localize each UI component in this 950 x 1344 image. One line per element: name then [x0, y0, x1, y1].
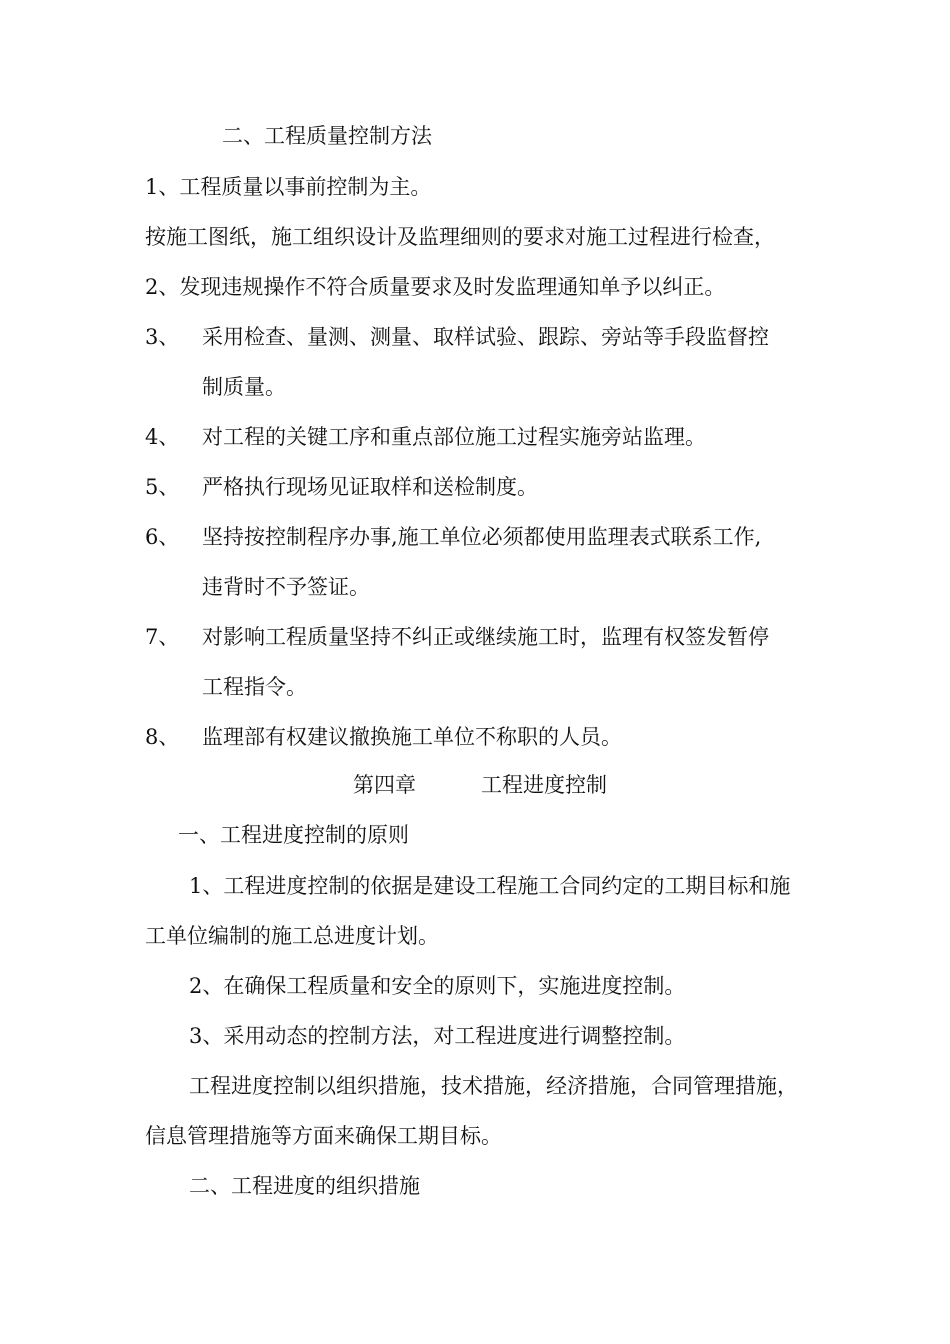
- paragraph: 2、在确保工程质量和安全的原则下，实施进度控制。: [189, 974, 686, 998]
- chapter-number: 第四章: [353, 773, 416, 797]
- paragraph-continued: 工单位编制的施工总进度计划。: [145, 924, 439, 948]
- list-item: 1、工程质量以事前控制为主。: [145, 175, 432, 199]
- list-number: 8、: [145, 725, 180, 749]
- list-item: 2、发现违规操作不符合质量要求及时发监理通知单予以纠正。: [145, 275, 726, 299]
- list-number: 7、: [145, 625, 180, 649]
- list-text: 对影响工程质量坚持不纠正或继续施工时，监理有权签发暂停: [202, 625, 769, 649]
- paragraph: 工程进度控制以组织措施，技术措施，经济措施，合同管理措施，: [189, 1074, 798, 1098]
- list-number: 5、: [145, 475, 180, 499]
- list-text: 对工程的关键工序和重点部位施工过程实施旁站监理。: [202, 425, 706, 449]
- section-heading: 二、工程质量控制方法: [222, 124, 432, 148]
- list-text-continued: 工程指令。: [202, 675, 307, 699]
- paragraph: 1、工程进度控制的依据是建设工程施工合同约定的工期目标和施: [189, 874, 791, 898]
- list-number: 3、: [145, 325, 180, 349]
- list-text-continued: 制质量。: [202, 375, 286, 399]
- paragraph-continued: 信息管理措施等方面来确保工期目标。: [145, 1124, 502, 1148]
- list-text: 严格执行现场见证取样和送检制度。: [202, 475, 538, 499]
- list-text: 监理部有权建议撤换施工单位不称职的人员。: [202, 725, 622, 749]
- paragraph: 按施工图纸，施工组织设计及监理细则的要求对施工过程进行检查，: [145, 225, 775, 249]
- paragraph: 3、采用动态的控制方法，对工程进度进行调整控制。: [189, 1024, 686, 1048]
- list-number: 4、: [145, 425, 180, 449]
- list-number: 6、: [145, 525, 180, 549]
- subsection-heading: 一、工程进度控制的原则: [178, 823, 409, 847]
- subsection-heading: 二、工程进度的组织措施: [189, 1174, 420, 1198]
- list-text-continued: 违背时不予签证。: [202, 575, 370, 599]
- list-text: 采用检查、量测、测量、取样试验、跟踪、旁站等手段监督控: [202, 325, 769, 349]
- chapter-title: 工程进度控制: [481, 773, 607, 797]
- list-text: 坚持按控制程序办事,施工单位必须都使用监理表式联系工作,: [202, 525, 762, 549]
